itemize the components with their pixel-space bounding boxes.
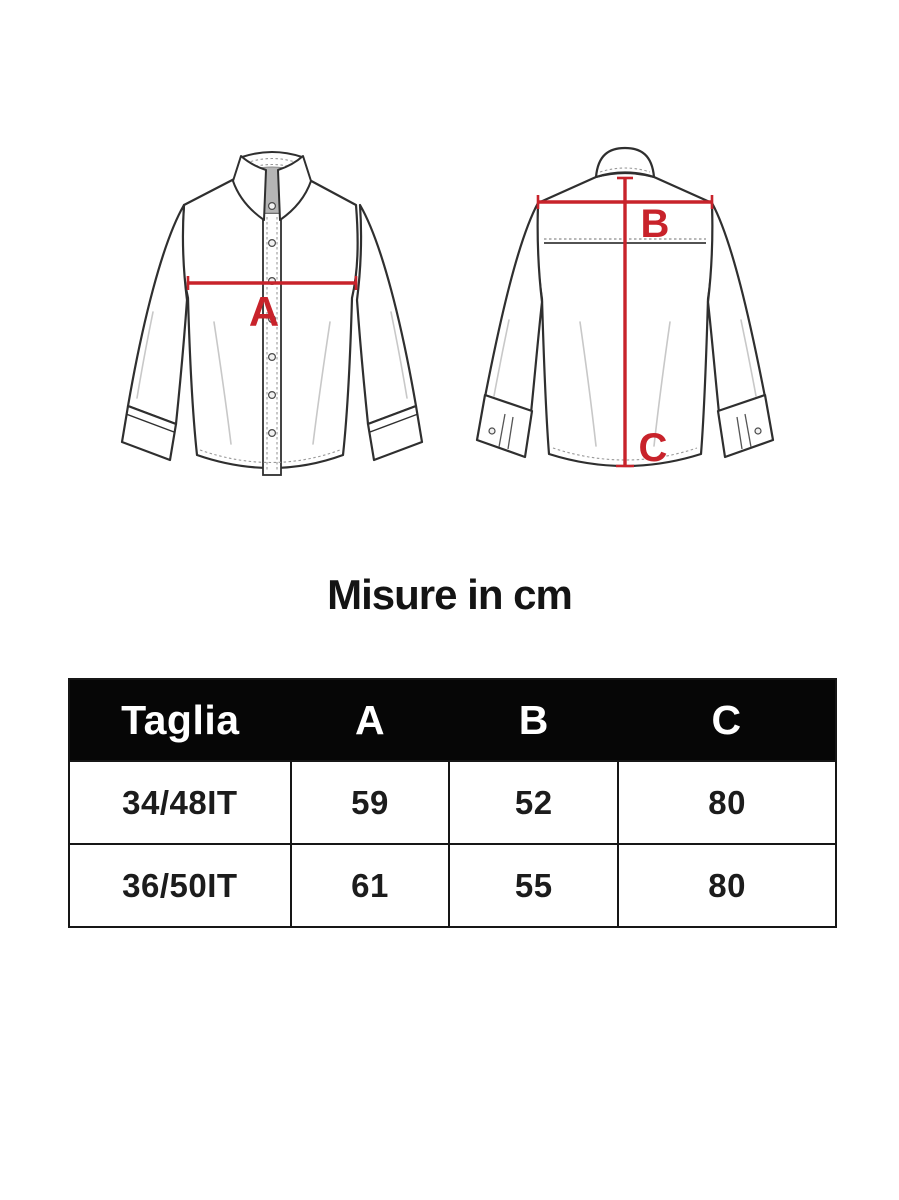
col-header-c: C bbox=[618, 679, 836, 761]
col-header-taglia: Taglia bbox=[69, 679, 291, 761]
size-table bbox=[68, 678, 837, 928]
measure-a-cell: 59 bbox=[291, 761, 450, 844]
measure-c-cell: 80 bbox=[618, 844, 836, 927]
table-row bbox=[69, 844, 836, 927]
measure-c-cell: 80 bbox=[618, 761, 836, 844]
size-name-cell: 34/48IT bbox=[69, 761, 291, 844]
measure-label-b: B bbox=[640, 202, 670, 246]
table-header-row bbox=[69, 679, 836, 761]
col-header-a: A bbox=[291, 679, 450, 761]
back-left-sleeve bbox=[485, 203, 542, 413]
measure-b-cell: 52 bbox=[449, 761, 618, 844]
shirt-front-drawing bbox=[122, 152, 422, 475]
measure-a-cell: 61 bbox=[291, 844, 450, 927]
col-header-b: B bbox=[449, 679, 618, 761]
shirt-back-drawing bbox=[477, 148, 773, 470]
size-name-cell: 36/50IT bbox=[69, 844, 291, 927]
shirt-measure-diagram bbox=[0, 0, 899, 540]
back-collar-band bbox=[596, 148, 654, 177]
front-right-sleeve bbox=[357, 205, 416, 424]
measure-label-c: C bbox=[638, 426, 668, 470]
back-right-sleeve bbox=[708, 203, 765, 413]
page-title: Misure in cm bbox=[327, 571, 572, 618]
table-row bbox=[69, 761, 836, 844]
front-left-sleeve bbox=[128, 205, 187, 424]
measure-b-cell: 55 bbox=[449, 844, 618, 927]
measure-label-a: A bbox=[248, 288, 280, 335]
